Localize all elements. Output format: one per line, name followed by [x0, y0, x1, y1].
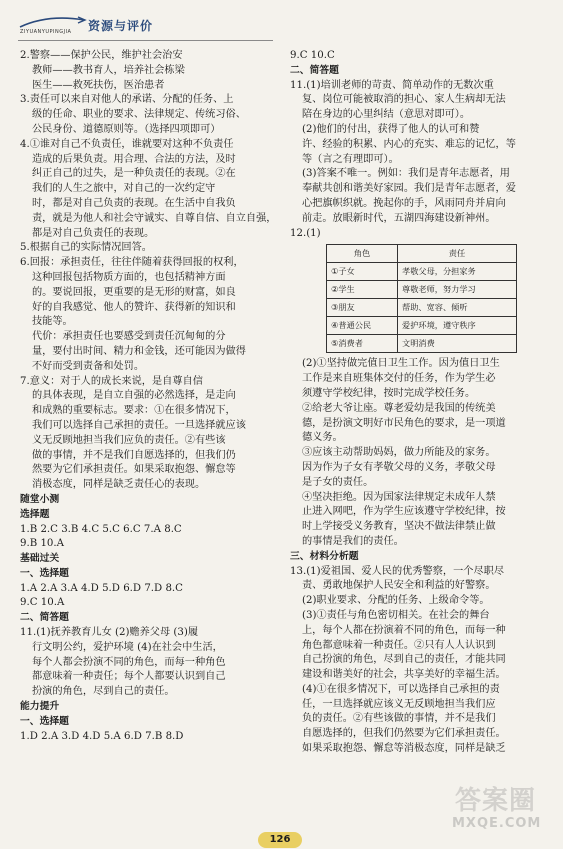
- header-divider: [18, 40, 273, 41]
- answer-line: 陪在身边的心里纠结（意思对即可）。: [302, 109, 471, 121]
- answer-line: (2)职业要求、分配的任务、上级命令等。: [302, 595, 490, 607]
- answer-line: 医生——救死扶伤，医治患者: [32, 79, 165, 91]
- table-header-cell: 责任: [398, 245, 517, 263]
- answer-line: 的事情是我们的责任。: [302, 535, 404, 547]
- answer-line: 好的自我感觉、他人的赞许、获得新的知识和: [32, 301, 236, 313]
- answer-line: 都是对自己负责任的表现。: [32, 227, 155, 239]
- section-heading: 二、简答题: [290, 64, 339, 76]
- table-cell-role: ⑤消费者: [327, 335, 398, 353]
- answer-line: 代价：承担责任也要感受到责任沉甸甸的分: [32, 331, 226, 343]
- right-column: [290, 49, 552, 757]
- answer-line: (4)①在很多情况下，可以选择自己承担的责: [302, 683, 500, 695]
- table-cell-role: ③朋友: [327, 299, 398, 317]
- answer-line: 技能等。: [32, 316, 73, 328]
- answer-line: 复、岗位可能被取消的担心、家人生病却无法: [302, 94, 506, 106]
- answer-line: 角色都意味着一种责任。②只有人人认识到: [302, 639, 496, 651]
- answer-line: (2)①坚持做完值日卫生工作。因为值日卫生: [302, 358, 500, 370]
- section-heading: 二、简答题: [20, 612, 69, 624]
- answer-line: 13.(1)爱祖国、爱人民的优秀警察，一个尽职尽: [290, 565, 505, 577]
- answer-line: 量，要付出时间、精力和金钱，还可能因为做得: [32, 345, 246, 357]
- left-column: [20, 49, 278, 744]
- answer-line: 心把旗帜织就。挽起你的手，风雨同舟并肩向: [302, 197, 506, 209]
- right-top-answers: [290, 49, 552, 227]
- answer-line: 上，每个人都在扮演着不同的角色，而每一种: [302, 624, 506, 636]
- table-row: [327, 335, 517, 353]
- answer-line: 每个人都会扮演不同的角色，而每一种角色: [32, 656, 226, 668]
- answer-line: 1.B 2.C 3.B 4.C 5.C 6.C 7.A 8.C: [20, 523, 182, 535]
- table-cell-responsibility: 文明消费: [398, 335, 517, 353]
- section-heading: 随堂小测: [20, 493, 60, 505]
- answer-line: (3)答案不唯一。例如：我们是青年志愿者，用: [302, 168, 510, 180]
- answer-line: ③应该主动帮助妈妈，做力所能及的家务。: [302, 447, 496, 459]
- answer-line: 任，一旦选择就应该义无反顾地担当我们应: [302, 698, 496, 710]
- table-cell-responsibility: 帮助、宽容、倾听: [398, 299, 517, 317]
- table-header-cell: 角色: [327, 245, 398, 263]
- answer-line: 如果采取抱怨、懈怠等消极态度，同样是缺乏: [302, 743, 506, 755]
- answer-line: 9.C 10.A: [20, 597, 65, 609]
- section-heading: 选择题: [20, 508, 50, 520]
- answer-line: 的。要说回报，更重要的是无形的财富，如良: [32, 286, 236, 298]
- table-row: [327, 263, 517, 281]
- answer-line: ②给老大爷让座。尊老爱幼是我国的传统美: [302, 402, 496, 414]
- table-row: [327, 317, 517, 335]
- answer-line: 我们的人生之旅中，对自己的一次约定守: [32, 183, 216, 195]
- answer-line: 前走。放眼新时代，五湖四海建设新神州。: [302, 212, 496, 224]
- answer-line: 等（言之有理即可）。: [302, 153, 399, 165]
- answer-line: 德，是扮演文明好市民角色的要求，是一项道: [302, 417, 506, 429]
- answer-line: 教师——教书育人，培养社会栋梁: [32, 64, 185, 76]
- answer-line: 3.责任可以来自对他人的承诺、分配的任务、上: [20, 94, 234, 106]
- section-heading: 三、材料分析题: [290, 550, 359, 562]
- answer-line: 的具体表现，是自立自强的必然选择，是走向: [32, 390, 236, 402]
- section-heading: 一、选择题: [20, 567, 69, 579]
- table-row: [327, 281, 517, 299]
- answer-line: 因为作为子女有孝敬父母的义务，孝敬父母: [302, 461, 496, 473]
- header-subtitle: ZIYUANYUPINGJIA: [20, 29, 72, 35]
- table-cell-role: ①子女: [327, 263, 398, 281]
- table-cell-responsibility: 尊敬老师，努力学习: [398, 281, 517, 299]
- answer-line: 做的事情，并不是我们自愿选择的，但我们仍: [32, 449, 236, 461]
- answer-line: 和成熟的重要标志。要求：①在很多情况下，: [32, 405, 236, 417]
- answer-line: 自愿选择的，但我们仍然要为它们承担责任。: [302, 728, 506, 740]
- answer-line: 消极态度，同样是缺乏责任心的表现。: [32, 479, 206, 491]
- answer-line: 6.回报：承担责任，往往伴随着获得回报的权利，: [20, 257, 244, 269]
- page-number: 126: [258, 832, 302, 848]
- answer-line: 德义务。: [302, 432, 343, 444]
- table-row: [327, 299, 517, 317]
- answer-line: 止进入网吧，作为学生应该遵守学校纪律，按: [302, 506, 506, 518]
- answer-line: 建设和谐美好的社会，共享美好的幸福生活。: [302, 669, 506, 681]
- section-heading: 一、选择题: [20, 715, 69, 727]
- section-heading: 基础过关: [20, 553, 60, 565]
- answer-line: 时，都是对自己负责的表现。在生活中自我负: [32, 197, 236, 209]
- question-12-label: 12.(1): [290, 227, 321, 239]
- answer-line: 须遵守学校纪律，按时完成学校任务。: [302, 387, 476, 399]
- answer-line: ④坚决拒绝。因为国家法律规定未成年人禁: [302, 491, 496, 503]
- answer-line: 11.(1)抚养教育儿女 (2)赡养父母 (3)履: [20, 627, 199, 639]
- answer-line: 7.意义：对于人的成长来说，是自尊自信: [20, 375, 203, 387]
- answer-line: 5.根据自己的实际情况回答。: [20, 242, 152, 254]
- answer-line: 都意味着一种责任；每个人都要认识到自己: [32, 671, 226, 683]
- answer-line: 许、经验的积累、内心的充实、难忘的记忆，等: [302, 138, 516, 150]
- answer-line: 9.C 10.C: [290, 50, 335, 61]
- answer-line: 时上学接受义务教育，坚决不做法律禁止做: [302, 521, 496, 533]
- answer-line: (3)①责任与角色密切相关。在社会的舞台: [302, 609, 490, 621]
- table-cell-responsibility: 爱护环境，遵守秩序: [398, 317, 517, 335]
- roles-responsibilities-table: [326, 244, 517, 353]
- watermark-logo: 答案圈: [455, 786, 537, 816]
- answer-line: 公民身份、道德原则等。（选择四项即可）: [32, 123, 221, 135]
- answer-line: 自己扮演的角色，尽到自己的责任，才能共同: [302, 654, 506, 666]
- answer-line: 工作是来自班集体交付的任务，作为学生必: [302, 373, 496, 385]
- logo-swoosh-icon: [18, 14, 88, 30]
- answer-line: 级的任命、职业的要求、法律规定、传统习俗、: [32, 109, 246, 121]
- answer-line: 2.警察——保护公民，维护社会治安: [20, 50, 183, 61]
- answer-line: 是子女的责任。: [302, 476, 374, 488]
- answer-line: 纠正自己的过失，是一种负责任的表现。②在: [32, 168, 236, 180]
- answer-line: 然要为它们承担责任。如果采取抱怨、懈怠等: [32, 464, 236, 476]
- answer-line: 行文明公约，爱护环境 (4)在社会中生活，: [32, 641, 223, 653]
- answer-line: 11.(1)培训老师的苛责、简单动作的无数次重: [290, 79, 494, 91]
- table-header-row: [327, 245, 517, 263]
- answer-line: 1.D 2.A 3.D 4.D 5.A 6.D 7.B 8.D: [20, 730, 184, 742]
- answer-line: (2)他们的付出，获得了他人的认可和赞: [302, 123, 480, 135]
- answer-line: 责、勇敢地保护人民安全和利益的好警察。: [302, 580, 496, 592]
- header-title: 资源与评价: [88, 19, 154, 33]
- page-header: [18, 14, 178, 38]
- answer-line: 我们可以选择自己承担的责任。一旦选择就应该: [32, 419, 246, 431]
- right-bottom-answers: [290, 357, 552, 757]
- answer-line: 负的责任。②有些该做的事情，并不是我们: [302, 713, 496, 725]
- answer-line: 扮演的角色，尽到自己的责任。: [32, 686, 175, 698]
- table-cell-responsibility: 孝敬父母，分担家务: [398, 263, 517, 281]
- answer-line: 4.①谁对自己不负责任，谁就要对这种不负责任: [20, 138, 234, 150]
- watermark-url: MXQE.COM: [452, 816, 542, 831]
- table-cell-role: ④普通公民: [327, 317, 398, 335]
- answer-line: 1.A 2.A 3.A 4.D 5.D 6.D 7.D 8.C: [20, 582, 183, 594]
- answer-line: 责，就是为他人和社会守诚实、自尊自信、自立自强，: [32, 212, 277, 224]
- table-cell-role: ②学生: [327, 281, 398, 299]
- answer-line: 义无反顾地担当我们应负的责任。②有些该: [32, 434, 226, 446]
- section-heading: 能力提升: [20, 701, 60, 713]
- answer-line: 造成的后果负责。用合理、合法的方法，及时: [32, 153, 236, 165]
- answer-line: 9.B 10.A: [20, 538, 65, 550]
- answer-line: 不好而受到责备和处罚。: [32, 360, 145, 372]
- answer-line: 奉献共创和谐美好家园。我们是青年志愿者，爱: [302, 183, 516, 195]
- answer-line: 这种回报包括物质方面的，也包括精神方面: [32, 271, 226, 283]
